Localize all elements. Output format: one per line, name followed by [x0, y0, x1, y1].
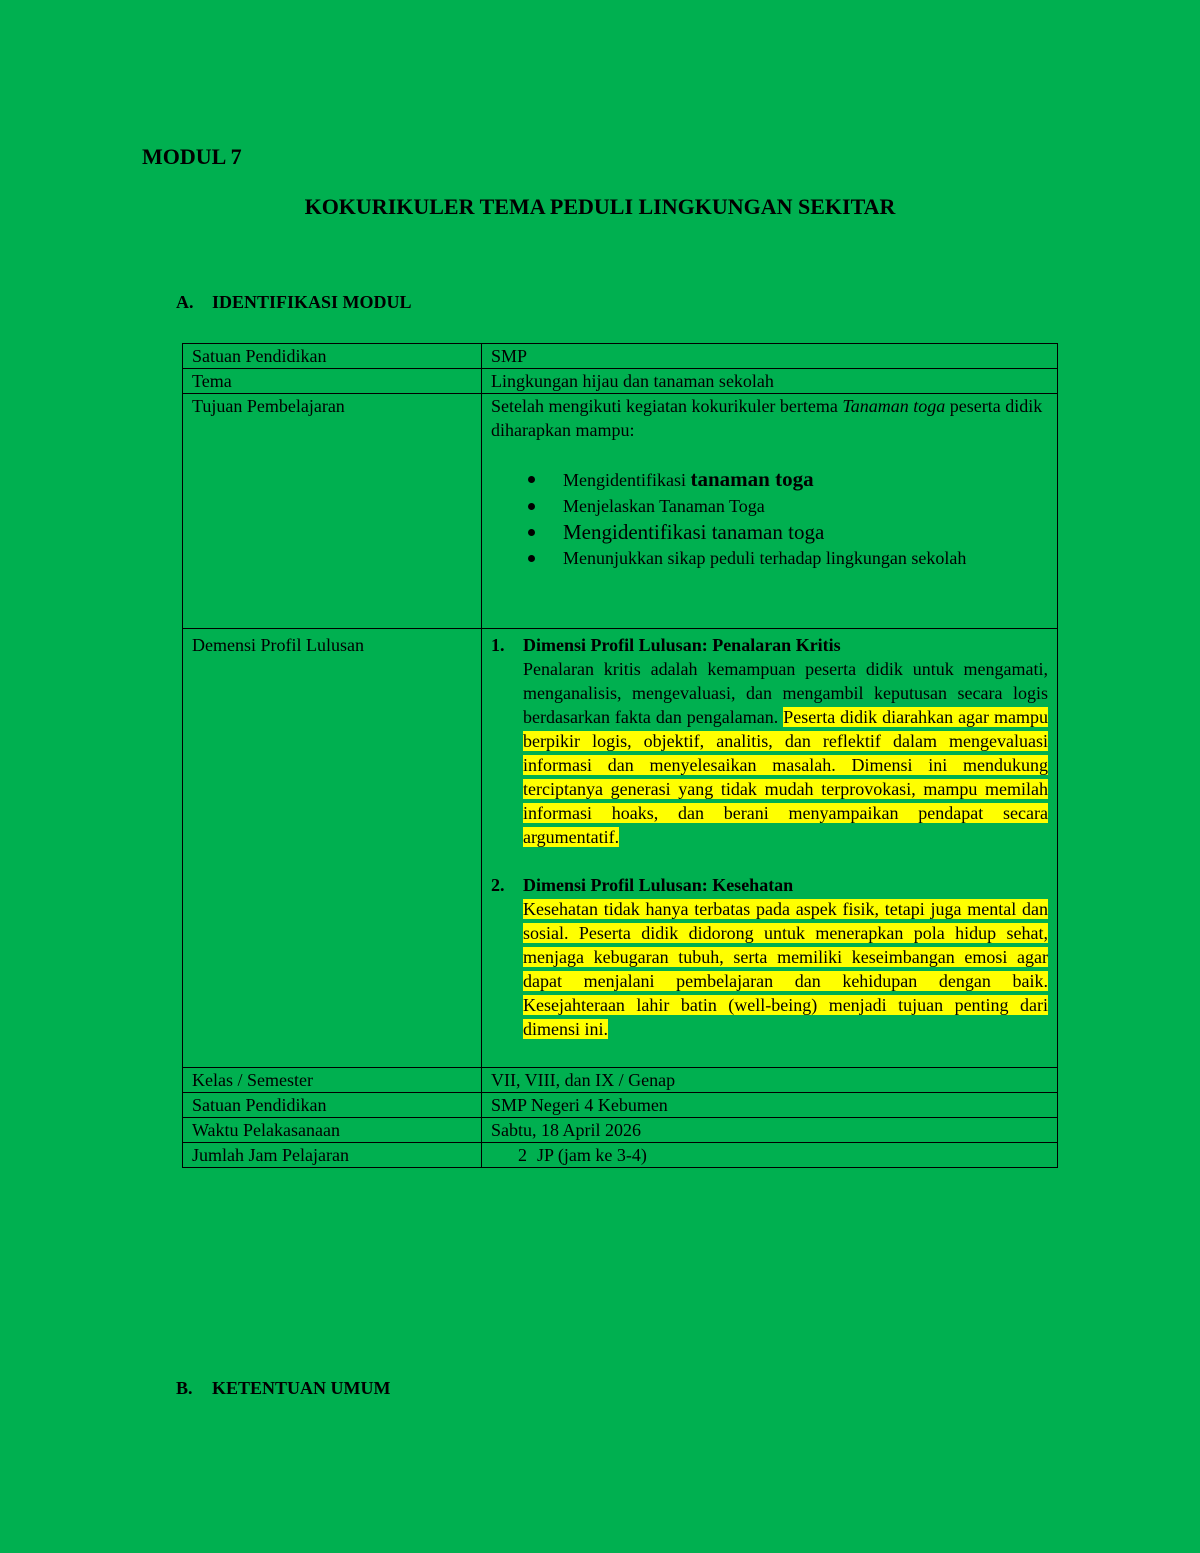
section-b-title: KETENTUAN UMUM	[212, 1378, 391, 1398]
table-row	[183, 1143, 1058, 1168]
dimensi-body	[523, 897, 1048, 1041]
tujuan-intro-theme: Tanaman toga	[842, 396, 946, 416]
section-a-title: IDENTIFIKASI MODUL	[212, 292, 412, 312]
dimensi-value	[482, 629, 1058, 1068]
identification-table	[182, 343, 1058, 1168]
document-title: KOKURIKULER TEMA PEDULI LINGKUNGAN SEKITAR	[304, 194, 896, 219]
tujuan-label: Tujuan Pembelajaran	[183, 394, 482, 629]
dimensi-heading: Dimensi Profil Lulusan: Kesehatan	[523, 875, 794, 895]
list-item	[491, 493, 1048, 519]
jam-count: 2	[518, 1145, 527, 1165]
dimensi-text: Penalaran kritis adalah kemampuan peserta didik untuk mengamati, menganalisis, mengevaluasi, dan mengambil keputusan secara logis berdasarkan fakta dan pengalaman.	[523, 659, 1048, 727]
section-a-heading	[176, 292, 412, 313]
section-b-letter: B.	[176, 1378, 193, 1398]
satuan-sekolah-label: Satuan Pendidikan	[183, 1093, 482, 1118]
spacer	[491, 849, 1048, 873]
dimensi-item-2	[491, 873, 1048, 1041]
table-row	[183, 1093, 1058, 1118]
kelas-value: VII, VIII, dan IX / Genap	[482, 1068, 1058, 1093]
satuan-sekolah-value: SMP Negeri 4 Kebumen	[482, 1093, 1058, 1118]
table-row	[183, 394, 1058, 629]
tujuan-intro-suffix: peserta didik diharapkan mampu:	[491, 396, 1043, 440]
table-row	[183, 369, 1058, 394]
list-item	[491, 545, 1048, 571]
dimensi-body	[523, 657, 1048, 849]
list-item	[491, 466, 1048, 493]
bullet-text: Mengidentifikasi	[563, 470, 691, 490]
waktu-label: Waktu Pelakasanaan	[183, 1118, 482, 1143]
module-label: MODUL 7	[142, 144, 242, 169]
bullet-text: Menjelaskan Tanaman Toga	[563, 496, 765, 516]
bullet-text: Mengidentifikasi tanaman toga	[563, 520, 825, 544]
kelas-label: Kelas / Semester	[183, 1068, 482, 1093]
table-row	[183, 1118, 1058, 1143]
dimensi-number: 1.	[491, 635, 505, 655]
bullet-bold-text: tanaman toga	[690, 467, 814, 491]
dimensi-heading: Dimensi Profil Lulusan: Penalaran Kritis	[523, 635, 841, 655]
table-row	[183, 629, 1058, 1068]
waktu-value: Sabtu, 18 April 2026	[482, 1118, 1058, 1143]
list-item	[491, 519, 1048, 545]
section-a-letter: A.	[176, 292, 194, 312]
jam-value	[482, 1143, 1058, 1168]
tujuan-value	[482, 394, 1058, 629]
table-row	[183, 344, 1058, 369]
jam-label: Jumlah Jam Pelajaran	[183, 1143, 482, 1168]
tujuan-intro	[491, 394, 1048, 442]
tema-label: Tema	[183, 369, 482, 394]
dimensi-item-1	[491, 633, 1048, 849]
dimensi-highlighted-text: Kesehatan tidak hanya terbatas pada aspek fisik, tetapi juga mental dan sosial. Peserta didik didorong untuk menerapkan pola hidup sehat, menjaga kebugaran tubuh, serta memiliki keseimbangan emosi agar dapat menjalani pembelajaran dan kehidupan dengan baik. Kesejahteraan lahir batin (well-being) menjadi tujuan penting dari dimensi ini.	[523, 899, 1048, 1039]
satuan-value: SMP	[482, 344, 1058, 369]
tujuan-intro-prefix: Setelah mengikuti kegiatan kokurikuler bertema	[491, 396, 843, 416]
bullet-text: Menunjukkan sikap peduli terhadap lingkungan sekolah	[563, 548, 967, 568]
table-row	[183, 1068, 1058, 1093]
section-b-heading	[176, 1378, 391, 1399]
jam-unit: JP (jam ke 3-4)	[537, 1145, 647, 1165]
dimensi-label: Demensi Profil Lulusan	[183, 629, 482, 1068]
dimensi-highlighted-text: Peserta didik diarahkan agar mampu berpikir logis, objektif, analitis, dan reflektif dalam mengevaluasi informasi dan menyelesaikan masalah. Dimensi ini mendukung terciptanya generasi yang tidak mudah terprovokasi, mampu memilah informasi hoaks, dan berani menyampaikan pendapat secara argumentatif.	[523, 707, 1048, 847]
satuan-label: Satuan Pendidikan	[183, 344, 482, 369]
tujuan-bullet-list	[491, 466, 1048, 571]
tema-value: Lingkungan hijau dan tanaman sekolah	[482, 369, 1058, 394]
dimensi-number: 2.	[491, 875, 505, 895]
